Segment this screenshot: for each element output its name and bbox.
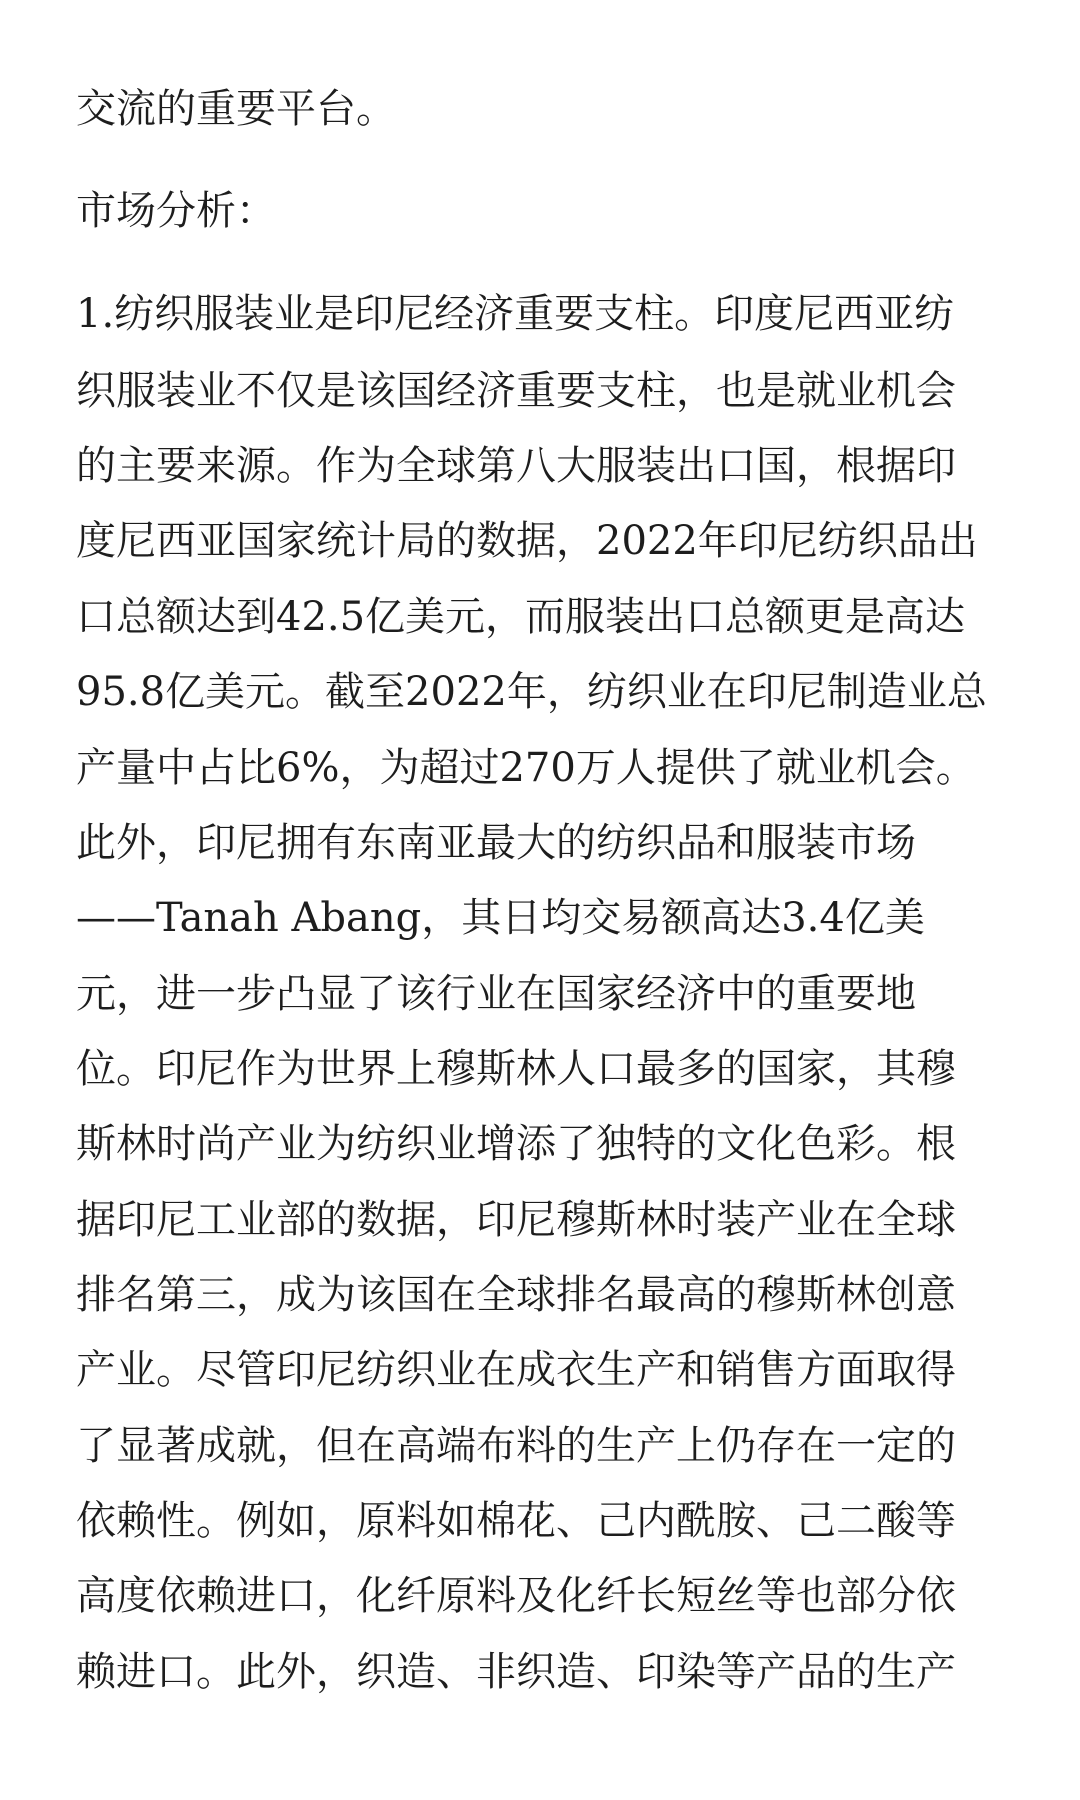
- paragraph-line: 织服装业不仅是该国经济重要支柱，也是就业机会: [76, 368, 956, 414]
- paragraph-line: 的主要来源。作为全球第八大服装出口国，根据印: [76, 443, 956, 489]
- paragraph-line: 1.纺织服装业是印尼经济重要支柱。印度尼西亚纺: [76, 291, 955, 337]
- paragraph-line: 此外，印尼拥有东南亚最大的纺织品和服装市场: [76, 820, 916, 866]
- section-heading: 市场分析：: [76, 188, 276, 234]
- paragraph-line: 了显著成就，但在高端布料的生产上仍存在一定的: [76, 1423, 956, 1469]
- paragraph-line: 斯林时尚产业为纺织业增添了独特的文化色彩。根: [76, 1121, 956, 1167]
- paragraph-line: 依赖性。例如，原料如棉花、己内酰胺、己二酸等: [76, 1498, 956, 1544]
- paragraph-line: 高度依赖进口，化纤原料及化纤长短丝等也部分依: [76, 1573, 956, 1619]
- paragraph-line: 95.8亿美元。截至2022年，纺织业在印尼制造业总: [76, 669, 987, 715]
- paragraph-line: ——Tanah Abang，其日均交易额高达3.4亿美: [76, 895, 925, 941]
- paragraph-line: 度尼西亚国家统计局的数据，2022年印尼纺织品出: [76, 518, 978, 564]
- paragraph-line: 位。印尼作为世界上穆斯林人口最多的国家，其穆: [76, 1046, 956, 1092]
- paragraph-line: 产量中占比6%，为超过270万人提供了就业机会。: [76, 745, 976, 791]
- paragraph-line: 产业。尽管印尼纺织业在成衣生产和销售方面取得: [76, 1347, 956, 1393]
- paragraph-line: 据印尼工业部的数据，印尼穆斯林时装产业在全球: [76, 1197, 956, 1243]
- paragraph-line: 排名第三，成为该国在全球排名最高的穆斯林创意: [76, 1272, 956, 1318]
- paragraph-line: 口总额达到42.5亿美元，而服装出口总额更是高达: [76, 594, 966, 640]
- paragraph-line: 赖进口。此外，织造、非织造、印染等产品的生产: [76, 1649, 956, 1695]
- intro-line: 交流的重要平台。: [76, 86, 396, 132]
- paragraph-line: 元，进一步凸显了该行业在国家经济中的重要地: [76, 971, 916, 1017]
